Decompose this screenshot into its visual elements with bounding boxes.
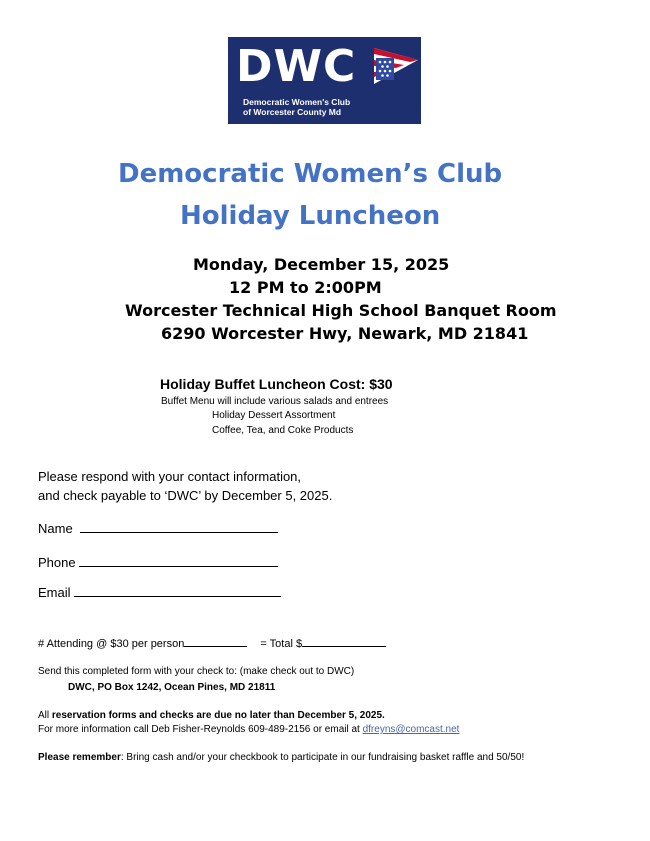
dwc-logo: [228, 37, 421, 124]
flag-pennant-icon: [374, 46, 418, 90]
page-title-line1: Democratic Women’s Club: [118, 159, 503, 189]
respond-instructions-line1: Please respond with your contact information,: [38, 469, 302, 484]
email-label: Email: [38, 585, 71, 600]
name-field[interactable]: [80, 520, 278, 533]
reminder-note: [38, 753, 524, 763]
menu-item: Holiday Dessert Assortment: [212, 410, 336, 421]
phone-field[interactable]: [79, 554, 278, 567]
menu-item: Coffee, Tea, and Coke Products: [212, 425, 354, 436]
respond-instructions-line2: and check payable to ‘DWC’ by December 5, 2025.: [38, 488, 333, 503]
attending-label: # Attending @ $30 per person: [38, 638, 185, 650]
attending-count-field[interactable]: [184, 636, 247, 647]
mailing-address: DWC, PO Box 1242, Ocean Pines, MD 21811: [68, 682, 276, 693]
event-address: 6290 Worcester Hwy, Newark, MD 21841: [161, 324, 529, 343]
due-prefix: All: [38, 710, 52, 721]
contact-info-text: For more information call Deb Fisher-Reynolds 609-489-2156 or email at: [38, 724, 363, 735]
phone-label: Phone: [38, 555, 76, 570]
email-field[interactable]: [74, 584, 281, 597]
contact-info: [38, 725, 459, 735]
logo-letters: DWC: [236, 41, 357, 92]
page-title-line2: Holiday Luncheon: [180, 201, 441, 231]
event-time: 12 PM to 2:00PM: [229, 278, 382, 297]
menu-item: Buffet Menu will include various salads and entrees: [161, 396, 389, 407]
total-label: = Total $: [260, 638, 303, 650]
email-field-row: [38, 584, 281, 599]
logo-subtitle-line2: of Worcester County Md: [243, 107, 342, 117]
event-date: Monday, December 15, 2025: [193, 255, 450, 274]
name-label: Name: [38, 521, 73, 536]
reminder-label: Please remember: [38, 752, 121, 763]
attending-row: [38, 636, 386, 650]
cost-heading: Holiday Buffet Luncheon Cost: $30: [160, 376, 393, 392]
due-deadline-text: reservation forms and checks are due no later than December 5, 2025.: [51, 710, 385, 721]
email-link[interactable]: dfreyns@comcast.net: [362, 724, 460, 735]
name-field-row: [38, 520, 278, 535]
total-amount-field[interactable]: [302, 636, 386, 647]
mailing-instruction: Send this completed form with your check to: (make check out to DWC): [38, 666, 355, 677]
phone-field-row: [38, 554, 278, 569]
logo-subtitle-line1: Democratic Women's Club: [243, 97, 351, 107]
reminder-text: : Bring cash and/or your checkbook to participate in our fundraising basket raffle and 50/50!: [120, 752, 525, 763]
event-venue: Worcester Technical High School Banquet Room: [125, 301, 557, 320]
due-notice: [38, 711, 385, 721]
